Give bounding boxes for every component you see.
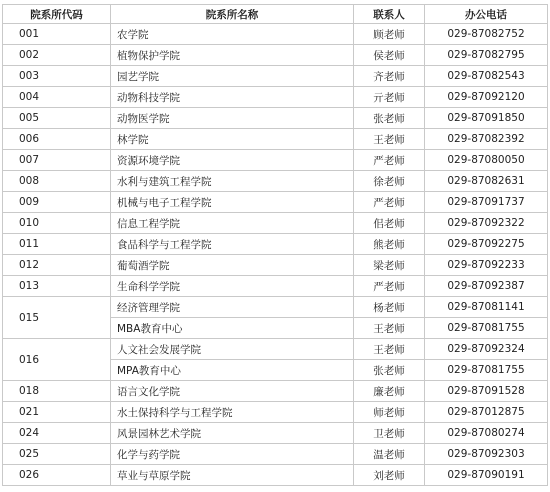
department-code-cell: 004 <box>3 87 111 108</box>
contact-person-cell: 齐老师 <box>354 66 425 87</box>
office-phone-cell: 029-87091737 <box>425 192 548 213</box>
department-contact-table <box>2 4 548 486</box>
office-phone-cell: 029-87082795 <box>425 45 548 66</box>
office-phone-cell: 029-87091528 <box>425 381 548 402</box>
department-code-cell: 009 <box>3 192 111 213</box>
contact-person-cell: 梁老师 <box>354 255 425 276</box>
table-row <box>3 276 548 297</box>
department-name-cell: 草业与草原学院 <box>111 465 354 486</box>
contact-person-cell: 严老师 <box>354 276 425 297</box>
table-row <box>3 402 548 423</box>
table-row <box>3 45 548 66</box>
table-row <box>3 213 548 234</box>
office-phone-cell: 029-87082392 <box>425 129 548 150</box>
contact-person-cell: 王老师 <box>354 318 425 339</box>
office-phone-cell: 029-87012875 <box>425 402 548 423</box>
contact-person-cell: 佀老师 <box>354 213 425 234</box>
table-row <box>3 444 548 465</box>
contact-person-cell: 王老师 <box>354 129 425 150</box>
department-name-cell: 化学与药学院 <box>111 444 354 465</box>
department-code-cell: 015 <box>3 297 111 339</box>
department-code-cell: 003 <box>3 66 111 87</box>
department-name-cell: MPA教育中心 <box>111 360 354 381</box>
department-name-cell: 葡萄酒学院 <box>111 255 354 276</box>
table-row <box>3 465 548 486</box>
department-code-cell: 011 <box>3 234 111 255</box>
department-code-cell: 010 <box>3 213 111 234</box>
header-name: 院系所名称 <box>111 5 354 24</box>
department-code-cell: 002 <box>3 45 111 66</box>
contact-person-cell: 严老师 <box>354 192 425 213</box>
office-phone-cell: 029-87082631 <box>425 171 548 192</box>
contact-person-cell: 卫老师 <box>354 423 425 444</box>
department-code-cell: 007 <box>3 150 111 171</box>
contact-person-cell: 温老师 <box>354 444 425 465</box>
office-phone-cell: 029-87092322 <box>425 213 548 234</box>
department-code-cell: 013 <box>3 276 111 297</box>
table-row <box>3 381 548 402</box>
department-name-cell: 植物保护学院 <box>111 45 354 66</box>
department-name-cell: 林学院 <box>111 129 354 150</box>
department-name-cell: 动物科技学院 <box>111 87 354 108</box>
department-code-cell: 008 <box>3 171 111 192</box>
department-name-cell: MBA教育中心 <box>111 318 354 339</box>
table-row <box>3 66 548 87</box>
contact-person-cell: 刘老师 <box>354 465 425 486</box>
header-phone: 办公电话 <box>425 5 548 24</box>
table-row <box>3 255 548 276</box>
department-code-cell: 021 <box>3 402 111 423</box>
department-name-cell: 动物医学院 <box>111 108 354 129</box>
table-header-row <box>3 5 548 24</box>
table-row <box>3 87 548 108</box>
department-name-cell: 水利与建筑工程学院 <box>111 171 354 192</box>
office-phone-cell: 029-87092324 <box>425 339 548 360</box>
contact-person-cell: 严老师 <box>354 150 425 171</box>
department-name-cell: 人文社会发展学院 <box>111 339 354 360</box>
contact-person-cell: 王老师 <box>354 339 425 360</box>
department-name-cell: 水土保持科学与工程学院 <box>111 402 354 423</box>
department-name-cell: 语言文化学院 <box>111 381 354 402</box>
office-phone-cell: 029-87080050 <box>425 150 548 171</box>
department-name-cell: 农学院 <box>111 24 354 45</box>
contact-person-cell: 廉老师 <box>354 381 425 402</box>
table-row <box>3 150 548 171</box>
department-name-cell: 机械与电子工程学院 <box>111 192 354 213</box>
office-phone-cell: 029-87092387 <box>425 276 548 297</box>
department-code-cell: 018 <box>3 381 111 402</box>
office-phone-cell: 029-87082543 <box>425 66 548 87</box>
table-row <box>3 129 548 150</box>
department-code-cell: 001 <box>3 24 111 45</box>
table-row <box>3 192 548 213</box>
office-phone-cell: 029-87092233 <box>425 255 548 276</box>
office-phone-cell: 029-87080274 <box>425 423 548 444</box>
header-code: 院系所代码 <box>3 5 111 24</box>
table-row <box>3 234 548 255</box>
table-row <box>3 108 548 129</box>
contact-person-cell: 徐老师 <box>354 171 425 192</box>
office-phone-cell: 029-87090191 <box>425 465 548 486</box>
department-code-cell: 005 <box>3 108 111 129</box>
contact-person-cell: 亓老师 <box>354 87 425 108</box>
department-name-cell: 信息工程学院 <box>111 213 354 234</box>
department-name-cell: 园艺学院 <box>111 66 354 87</box>
contact-person-cell: 杨老师 <box>354 297 425 318</box>
department-name-cell: 资源环境学院 <box>111 150 354 171</box>
office-phone-cell: 029-87092120 <box>425 87 548 108</box>
department-name-cell: 经济管理学院 <box>111 297 354 318</box>
department-code-cell: 006 <box>3 129 111 150</box>
office-phone-cell: 029-87081755 <box>425 360 548 381</box>
office-phone-cell: 029-87082752 <box>425 24 548 45</box>
office-phone-cell: 029-87081141 <box>425 297 548 318</box>
table-row <box>3 297 548 318</box>
table-row <box>3 339 548 360</box>
department-code-cell: 024 <box>3 423 111 444</box>
office-phone-cell: 029-87081755 <box>425 318 548 339</box>
office-phone-cell: 029-87091850 <box>425 108 548 129</box>
department-name-cell: 风景园林艺术学院 <box>111 423 354 444</box>
contact-person-cell: 熊老师 <box>354 234 425 255</box>
contact-person-cell: 师老师 <box>354 402 425 423</box>
contact-person-cell: 顾老师 <box>354 24 425 45</box>
table-row <box>3 24 548 45</box>
contact-person-cell: 张老师 <box>354 360 425 381</box>
header-contact: 联系人 <box>354 5 425 24</box>
department-name-cell: 食品科学与工程学院 <box>111 234 354 255</box>
department-code-cell: 012 <box>3 255 111 276</box>
office-phone-cell: 029-87092303 <box>425 444 548 465</box>
department-code-cell: 025 <box>3 444 111 465</box>
department-code-cell: 026 <box>3 465 111 486</box>
department-code-cell: 016 <box>3 339 111 381</box>
contact-person-cell: 张老师 <box>354 108 425 129</box>
table-row <box>3 171 548 192</box>
office-phone-cell: 029-87092275 <box>425 234 548 255</box>
contact-person-cell: 侯老师 <box>354 45 425 66</box>
table-body <box>3 24 548 486</box>
table-row <box>3 423 548 444</box>
department-name-cell: 生命科学学院 <box>111 276 354 297</box>
